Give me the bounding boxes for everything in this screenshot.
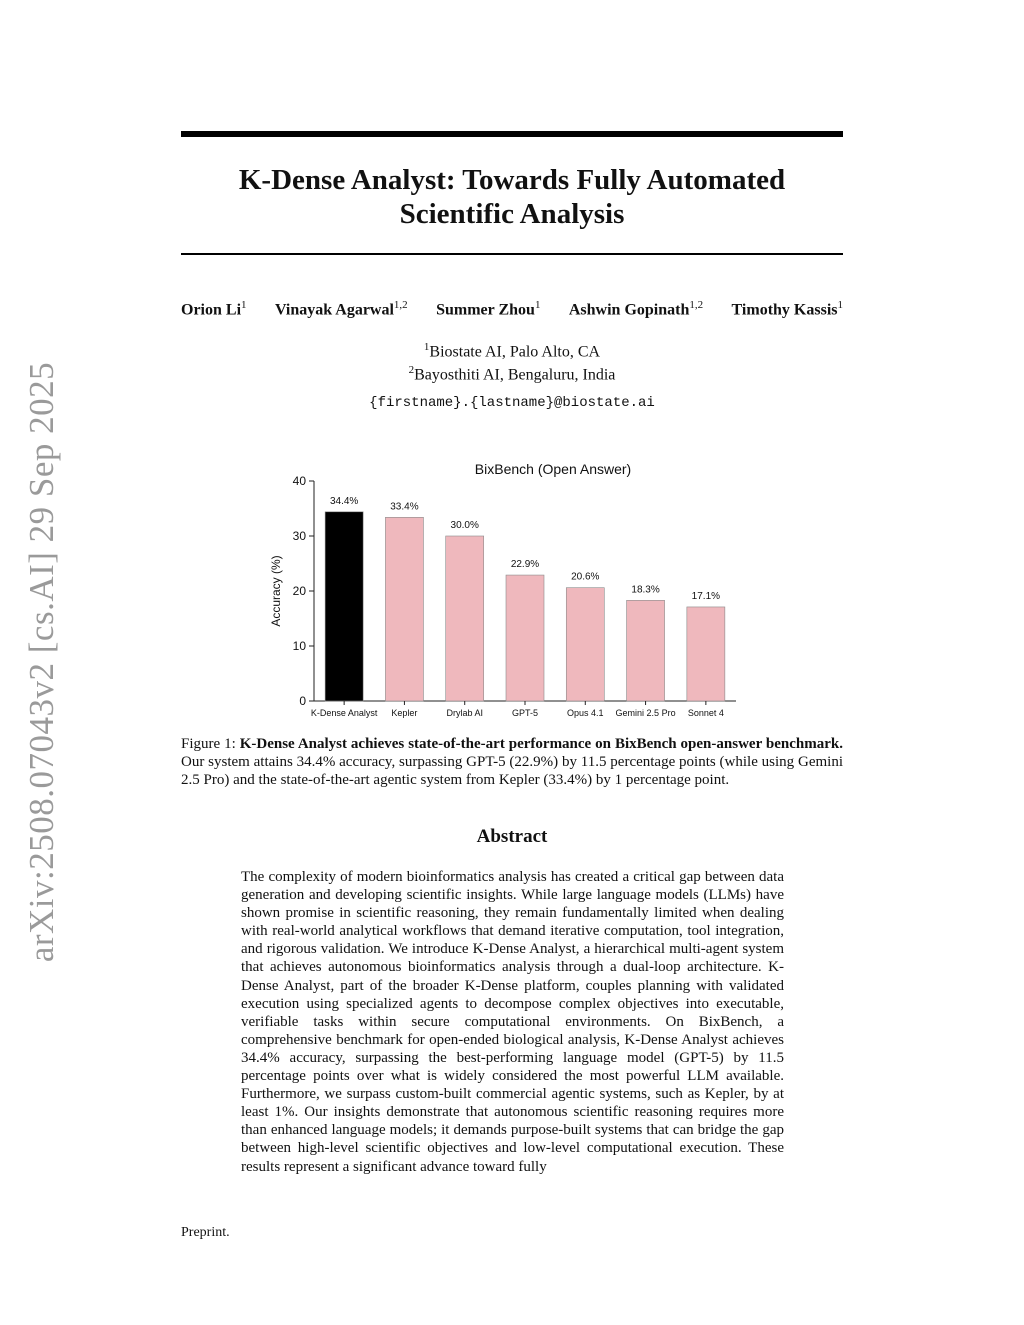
affiliations xyxy=(181,338,843,385)
affiliation: $^1$Biostate AI, Palo Alto, CA xyxy=(423,341,601,361)
author-email: {firstname}.{lastname}@biostate.ai xyxy=(369,395,655,411)
author: Orion Li$^1$ xyxy=(181,299,247,319)
x-tick-label: Drylab AI xyxy=(446,708,483,718)
bar-value-label: 20.6% xyxy=(571,571,600,583)
y-tick-label: 0 xyxy=(299,694,306,708)
author: Vinayak Agarwal$^{1,2}$ xyxy=(274,299,408,319)
bar xyxy=(627,600,665,701)
bar xyxy=(506,575,544,701)
y-tick-label: 10 xyxy=(292,639,306,653)
bar-value-label: 34.4% xyxy=(329,495,359,507)
bar xyxy=(325,512,363,701)
bar xyxy=(687,607,725,701)
bar-value-label: 30.0% xyxy=(450,520,479,531)
title-rule-bottom xyxy=(181,253,843,255)
y-tick-label: 40 xyxy=(292,474,306,488)
affiliation: $^2$Bayosthiti AI, Bengaluru, India xyxy=(408,364,616,384)
x-tick-label: GPT-5 xyxy=(511,708,539,718)
chart-title: BixBench (Open Answer) xyxy=(474,461,632,477)
y-tick-label: 20 xyxy=(292,584,306,598)
figure-caption: Figure 1: K-Dense Analyst achieves state-of-the-art performance on BixBench open-answer benchmark. Our system attains 34.4% accuracy, surpassing GPT-5 (22.9%) by 11.5 percentage points (while using Gemini 2.5 Pro) and the state-of-the-art agentic system from Kepler (33.4%) by 1 percentage point. xyxy=(181,736,843,788)
abstract-heading: Abstract xyxy=(476,826,548,847)
x-tick-label: K-Dense Analyst xyxy=(310,708,378,718)
abstract-text: The complexity of modern bioinformatics analysis has created a critical gap between data generation and developing scientific insights. While large language models (LLMs) have shown promise in scientific reasoning, they remain fundamentally limited when dealing with real-world analytical workflows that demand iterative computation, tool integration, and rigorous validation. We introduce K-Dense Analyst, a hierarchical multi-agent system that achieves autonomous bioinformatics analysis through a dual-loop architecture. K-Dense Analyst, part of the broader K-Dense platform, couples planning with validated execution using specialized agents to decompose complex objectives into executable, verifiable tasks within secure computational environments. On BixBench, a comprehensive benchmark for open-ended biological analysis, K-Dense Analyst achieves 34.4% accuracy, surpassing the best-performing language model (GPT-5) by 11.5 percentage points over what is widely considered the most powerful LLM available. Furthermore, we surpass custom-built commercial agentic systems, such as Kepler, by at least 1%. Our insights demonstrate that autonomous scientific reasoning requires more than enhanced language models; it demands purpose-built systems that can bridge the gap between high-level scientific objectives and low-level computational execution. These results represent a significant advance toward fully xyxy=(241,869,784,1175)
bar xyxy=(385,517,423,701)
bar xyxy=(446,536,484,701)
author: Summer Zhou$^1$ xyxy=(436,299,541,319)
author: Ashwin Gopinath$^{1,2}$ xyxy=(568,299,704,319)
bar-value-label: 18.3% xyxy=(631,584,660,596)
arxiv-stamp: arXiv:2508.07043v2 [cs.AI] 29 Sep 2025 xyxy=(22,361,61,963)
bar-value-label: 22.9% xyxy=(510,559,540,571)
x-tick-label: Opus 4.1 xyxy=(567,708,604,718)
author-list xyxy=(181,299,843,319)
paper-title: K-Dense Analyst: Towards Fully Automated Scientific Analysis xyxy=(238,164,786,230)
x-tick-label: Kepler xyxy=(391,708,418,718)
title-rule-top xyxy=(181,131,843,137)
bar-chart xyxy=(260,455,760,723)
x-tick-label: Sonnet 4 xyxy=(687,708,724,718)
author: Timothy Kassis$^1$ xyxy=(731,299,843,319)
bar-value-label: 33.4% xyxy=(390,501,419,513)
footer-note: Preprint. xyxy=(181,1225,230,1240)
x-tick-label: Gemini 2.5 Pro xyxy=(615,708,676,718)
bar-value-label: 17.1% xyxy=(691,590,721,602)
bar xyxy=(566,588,604,701)
y-axis-label: Accuracy (%) xyxy=(269,555,283,627)
y-tick-label: 30 xyxy=(292,529,306,543)
